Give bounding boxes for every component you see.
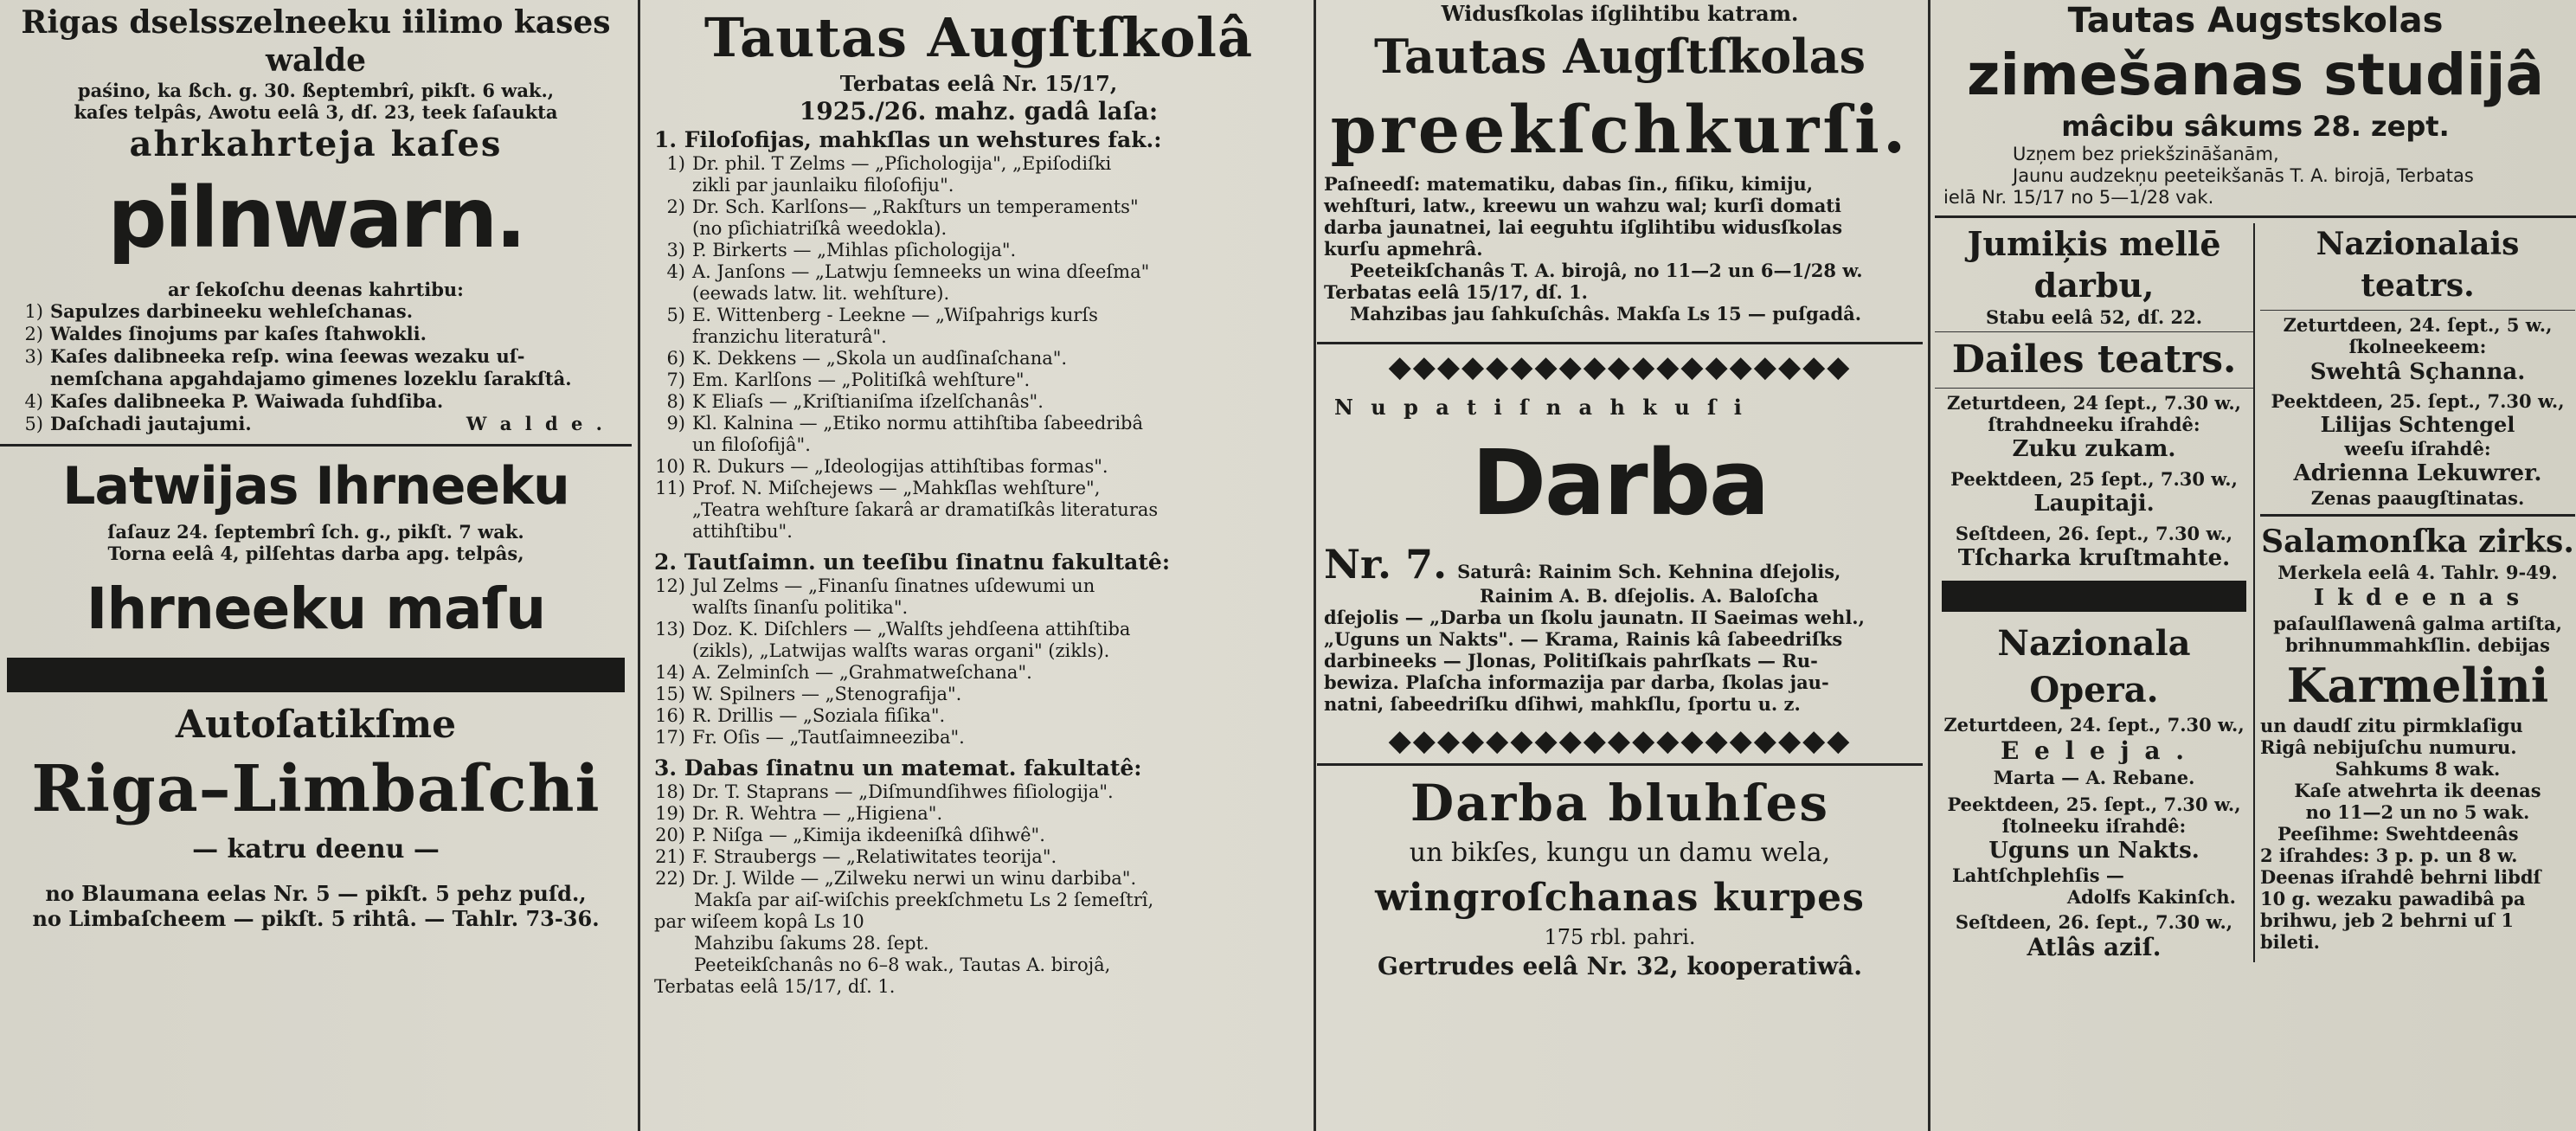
lecture-item: 19) Dr. R. Wehtra — „Higiena". <box>655 803 943 824</box>
bluhses-heading: Darba bluhſes <box>1410 774 1830 832</box>
section-2-heading: 2. Tautſaimn. un teeſibu ſinatnu fakultatê: <box>654 549 1171 575</box>
show-line: paſaulſlawenâ galma artiſta, <box>2273 613 2562 634</box>
opera-heading: Nazionala Opera. <box>1997 623 2191 710</box>
note-line: Peeſihme: Swehtdeenâs <box>2277 823 2519 845</box>
daily-label: — katru deenu — <box>192 834 440 864</box>
show-title: Swehtâ Sçhanna. <box>2309 359 2526 385</box>
rigas-line-1: paśino, ka ßch. g. 30. ßeptembrî, pikſt. 6 wak., <box>77 80 555 101</box>
schedule-line-1: no Blaumana eelas Nr. 5 — pikſt. 5 pehz puſd., <box>45 881 587 906</box>
zim-line: Jaunu audzekņu peeteikšanās T. A. birojā, Terbatas <box>2013 165 2474 186</box>
show-line: Kaſe atwehrta ik deenas <box>2294 780 2541 801</box>
show-title: Adrienna Lekuwrer. <box>2293 460 2542 486</box>
lecture-item: 16) R. Drillis — „Soziala fiſika". <box>655 705 946 726</box>
pilnwarn-heading: pilnwarn. <box>107 170 524 267</box>
show-title: Laupitaji. <box>2033 491 2155 517</box>
divider <box>1935 215 2576 218</box>
ad-column-1 <box>0 0 632 1131</box>
divider <box>2260 310 2575 311</box>
show-title: Atlâs aziſ. <box>2027 933 2162 961</box>
show-line: Zeturtdeen, 24. ſept., 5 w., <box>2283 314 2553 336</box>
lecture-item: (no pſichiatriſkâ weedokla). <box>692 218 948 239</box>
pilnwarn-block <box>0 166 632 270</box>
section-1-heading: 1. Filoſofijas, mahkſlas un wehstures fak.: <box>654 127 1162 152</box>
lecture-item: 17) Fr. Oſis — „Tautſaimneeziba". <box>655 727 965 748</box>
show-title: I k d e e n a s <box>2313 585 2522 611</box>
lecture-item: 11) Prof. N. Miſchejews — „Mahkſlas wehſture", <box>655 478 1101 498</box>
show-line: Lahtſchplehſis — <box>1952 864 2124 886</box>
col3-top-line: Widusſkolas iſglihtibu katram. <box>1441 1 1799 26</box>
lecture-item: 4) A. Janſons — „Latwju ſemneeks un wina dſeeſma" <box>666 261 1150 282</box>
darba-jaunatne-block <box>1317 422 1923 543</box>
tautas-year: 1925./26. mahz. gadâ laſa: <box>799 97 1159 125</box>
saturs-line: dſejolis — „Darba un ſkolu jaunatn. II Saeimas wehl., <box>1324 607 1865 628</box>
ad-column-4 <box>1935 0 2576 1131</box>
saturs-block <box>1317 543 1923 715</box>
lecture-item: (zikls), „Latwijas walſts waras organi" (zikls). <box>692 640 1110 661</box>
column-rule <box>638 0 640 1131</box>
latvijas-block <box>0 452 632 521</box>
preek-addr: Terbatas eelâ 15/17, dſ. 1. <box>1324 281 1588 303</box>
body-line: Paſneedſ: matematiku, dabas ſin., fiſiku, kimiju, <box>1324 173 1814 195</box>
saturs-line: bewiza. Plaſcha informazija par darba, ſkolas jau- <box>1324 672 1829 693</box>
jumikis-address: Stabu eelâ 52, dſ. 22. <box>1985 306 2203 328</box>
rigas-line-2: kaſes telpâs, Awotu eelâ 3, dſ. 23, teek ſaſaukta <box>74 101 558 123</box>
ahrkahrteja-heading: ahrkahrteja kaſes <box>129 124 503 164</box>
lecture-item: 21) F. Straubergs — „Relatiwitates teorija". <box>655 846 1057 867</box>
lecture-item: walſts ſinanſu politika". <box>692 597 909 618</box>
agenda-item: 3) Kaſes dalibneeka reſp. wina ſeewas wezaku uſ- <box>24 345 525 367</box>
tautas-title: Tautas Augſtſkolâ <box>703 6 1254 69</box>
preek-reg: Peeteikſchanâs T. A. birojâ, no 11—2 un 6—1/28 w. <box>1350 260 1863 281</box>
zim-line: ielā Nr. 15/17 no 5—1/28 vak. <box>1943 187 2214 208</box>
body-line: wehſturi, latw., kreewu un wahzu wal; kurſi domati <box>1324 195 1841 216</box>
fee-line-1: Makſa par aiſ-wiſchis preekſchmetu Ls 2 ſemeſtrî, <box>694 890 1154 910</box>
lecture-item: 15) W. Spilners — „Stenografija". <box>655 684 962 704</box>
zim-title-3: mâcibu sâkums 28. zept. <box>2061 110 2450 143</box>
ad-column-2 <box>646 0 1312 1131</box>
lecture-item: 22) Dr. J. Wilde — „Zilweku nerwi un winu darbiba". <box>655 868 1137 889</box>
section-1-list <box>646 153 1312 543</box>
agenda-item: 4) Kaſes dalibneeka P. Waiwada ſuhdſiba. <box>24 390 444 412</box>
salamonska-heading: Salamonſka zirks. <box>2261 524 2574 560</box>
column-rule <box>1314 0 1316 1131</box>
lecture-item: 5) E. Wittenberg - Leekne — „Wiſpahrigs kurſs <box>666 305 1098 325</box>
show-line: no 11—2 un no 5 wak. <box>2305 801 2530 823</box>
reg-line-2: Terbatas eelâ 15/17, dſ. 1. <box>654 976 896 997</box>
lecture-item: 13) Doz. K. Diſchlers — „Walſts jehdſeena attihſtiba <box>655 619 1131 639</box>
lecture-item: 12) Jul Zelms — „Finanſu ſinatnes uſdewumi un <box>655 575 1095 596</box>
schedule-line-2: no Limbaſcheem — pikſt. 5 rihtâ. — Tahlr. 73-36. <box>32 906 600 931</box>
preek-start: Mahzibas jau ſahkuſchâs. Makſa Ls 15 — puſgadâ. <box>1350 303 1862 325</box>
black-rule <box>7 658 625 692</box>
divider <box>0 444 632 447</box>
show-line: Zenas paaugſtinatas. <box>2310 487 2525 509</box>
show-line: Sahkums 8 wak. <box>2335 758 2501 780</box>
show-line: Peektdeen, 25. ſept., 7.30 w., <box>1947 794 2241 815</box>
nazionalais-heading: Nazionalais teatrs. <box>2316 226 2520 304</box>
lecture-item: 6) K. Dekkens — „Skola un audſinaſchana". <box>666 348 1068 369</box>
show-line: brihnummahkſlin. debijas <box>2284 634 2550 656</box>
zim-title-2: zimešanas studijâ <box>1966 42 2545 108</box>
lecture-item: un filoſofijâ". <box>692 434 811 455</box>
show-title: Tſcharka kruſtmahte. <box>1957 545 2231 571</box>
ihrneeku-block <box>0 569 632 649</box>
nupat-line: N u p a t i ſ n a h k u ſ i <box>1334 395 1747 420</box>
agenda-heading: ar ſekoſchu deenas kahrtibu: <box>168 279 464 300</box>
lecture-item: 7) Em. Karlſons — „Politiſkâ wehſture". <box>666 370 1031 390</box>
saturs-line: natni, ſabeedriſku dſihwi, mahkſlu, ſportu u. z. <box>1324 693 1801 715</box>
col4-left <box>1935 223 2255 962</box>
show-line: Peektdeen, 25 ſept., 7.30 w., <box>1950 468 2238 490</box>
section-3-list <box>646 781 1312 890</box>
col4-right <box>2255 223 2575 962</box>
divider <box>1317 342 1923 344</box>
show-line: ſkolneekeem: <box>2348 336 2487 357</box>
lecture-item: „Teatra wehſture ſakarâ ar dramatiſkâs literaturas <box>692 499 1159 520</box>
lecture-item: franzichu literaturâ". <box>692 326 887 347</box>
show-line: Seſtdeen, 26. ſept., 7.30 w., <box>1955 911 2233 933</box>
note-line: Deenas iſrahdê behrni libdſ <box>2260 866 2541 888</box>
lecture-item: zikli par jaunlaiku filoſofiju". <box>692 175 954 196</box>
reg-line-1: Peeteikſchanâs no 6–8 wak., Tautas A. birojâ, <box>694 954 1111 975</box>
fee-line-2: par wiſeem kopâ Ls 10 <box>654 911 864 932</box>
start-line: Mahzibu ſakums 28. ſept. <box>694 933 929 954</box>
show-line: Adolfs Kakinſch. <box>2066 886 2236 908</box>
latvijas-line-1: ſaſauz 24. ſeptembrî ſch. g., pikſt. 7 wak. <box>107 521 524 543</box>
show-line: Zeturtdeen, 24. ſept., 7.30 w., <box>1943 714 2245 736</box>
show-title: Zuku zukam. <box>2012 436 2176 462</box>
body-line: kurſu apmehrâ. <box>1324 238 1483 260</box>
lecture-item: 8) K Eliaſs — „Kriſtianiſma iſzelſchanâs". <box>666 391 1044 412</box>
preek-body <box>1317 173 1923 325</box>
issue-number: Nr. 7. <box>1324 541 1448 588</box>
divider <box>2260 514 2575 517</box>
saturs-line: darbineeks — Jlonas, Politiſkais pahrſkats — Ru- <box>1324 650 1818 672</box>
lecture-item: 14) A. Zelminſch — „Grahmatweſchana". <box>655 662 1032 683</box>
diamond-border: ◆◆◆◆◆◆◆◆◆◆◆◆◆◆◆◆◆◆◆ <box>1388 350 1852 384</box>
salamonska-address: Merkela eelâ 4. Tahlr. 9-49. <box>2277 562 2558 583</box>
price-line: 175 rbl. pahri. <box>1544 925 1696 949</box>
latvijas-heading: Latwijas Ihrneeku <box>62 456 569 517</box>
ihrneeku-heading: Ihrneeku maſu <box>86 575 546 642</box>
note-line: 2 iſrahdes: 3 p. p. un 8 w. <box>2260 845 2518 866</box>
divider <box>1317 763 1923 766</box>
darba-jaunatne-heading: Darba <box>1471 430 1769 536</box>
tautas-address: Terbatas eelâ Nr. 15/17, <box>839 71 1118 96</box>
lecture-item: 3) P. Birkerts — „Mihlas pſichologija". <box>666 240 1017 260</box>
agenda-item: 1) Sapulzes darbineeku wehleſchanas. <box>24 300 414 322</box>
show-line: Zeturtdeen, 24 ſept., 7.30 w., <box>1946 392 2241 414</box>
note-line: 10 g. wezaku pawadibâ pa <box>2260 888 2526 909</box>
lecture-item: (eewads latw. lit. wehſture). <box>692 283 950 304</box>
section-3-heading: 3. Dabas ſinatnu un matemat. fakultatê: <box>654 755 1142 781</box>
lecture-item: 9) Kl. Kalnina — „Etiko normu attihſtiba ſabeedribâ <box>666 413 1144 434</box>
gertrudes-line: Gertrudes eelâ Nr. 32, kooperatiwâ. <box>1378 952 1862 980</box>
lecture-item: 2) Dr. Sch. Karlſons— „Rakſturs un temperaments" <box>666 196 1139 217</box>
zim-title-1: Tautas Augstskolas <box>2067 1 2444 41</box>
lecture-item: 20) P. Niſga — „Kimija ikdeeniſkâ dſihwê". <box>655 825 1045 845</box>
lecture-item: 18) Dr. T. Staprans — „Diſmundſihwes fiſiologija". <box>655 781 1114 802</box>
walde-signature: W a l d e . <box>466 413 606 434</box>
black-rule <box>1942 581 2246 612</box>
saturs-line: Saturâ: Rainim Sch. Kehnina dſejolis, <box>1457 561 1841 582</box>
col4-subcolumns <box>1935 223 2576 962</box>
agenda-item: nemſchana apgahdajamo gimenes lozeklu ſarakſtâ. <box>50 368 572 389</box>
show-line: un daudſ zitu pirmklaſigu <box>2260 715 2523 736</box>
saturs-first-line <box>1324 541 1916 588</box>
note-line: brihwu, jeb 2 behrni uſ 1 <box>2260 909 2514 931</box>
auto-heading: Autoſatikſme <box>175 703 457 747</box>
agenda-item: 2) Waldes ſinojums par kaſes ſtahwokli. <box>24 323 427 344</box>
body-line: darba jaunatnei, lai eeguhtu iſglihtibu widusſkolas <box>1324 216 1843 238</box>
riga-limbaschi-heading: Riga–Limbaſchi <box>31 752 601 826</box>
jumikis-heading: Jumiķis mellē darbu, <box>1967 224 2221 305</box>
show-line: Marta — A. Rebane. <box>1993 767 2195 788</box>
show-line: Rigâ nebijuſchu numuru. <box>2260 736 2517 758</box>
lecture-item: attihſtibu". <box>692 521 793 542</box>
latvijas-line-2: Torna eelâ 4, pilſehtas darba apg. telpâs, <box>107 543 524 564</box>
agenda-item: 5) Daſchadi jautajumi. W a l d e . <box>24 413 606 434</box>
zim-line: Uzņem bez priekšzināšanām, <box>2013 144 2279 164</box>
show-title: Uguns un Nakts. <box>1988 838 2200 864</box>
show-title: E e l e j a . <box>2000 736 2188 765</box>
wingr-heading: wingroſchanas kurpes <box>1375 876 1865 920</box>
show-line: ſtolneeku iſrahdê: <box>2001 815 2187 837</box>
diamond-border: ◆◆◆◆◆◆◆◆◆◆◆◆◆◆◆◆◆◆◆ <box>1388 723 1852 758</box>
bikses-line: un bikſes, kungu un damu wela, <box>1409 838 1831 868</box>
show-line: Seſtdeen, 26. ſept., 7.30 w., <box>1955 523 2233 544</box>
column-rule <box>1928 0 1930 1131</box>
ad-column-3 <box>1317 0 1923 1131</box>
saturs-line: Rainim A. B. dſejolis. A. Baloſcha <box>1480 585 1819 607</box>
lecture-item: 10) R. Dukurs — „Ideologijas attihſtibas formas". <box>655 456 1108 477</box>
show-line: weeſu iſrahdê: <box>2344 438 2491 459</box>
preek-title-1: Tautas Augſtſkolas <box>1373 29 1866 84</box>
agenda-list <box>0 300 632 435</box>
show-line: Peektdeen, 25. ſept., 7.30 w., <box>2271 390 2565 412</box>
show-line: Lilijas Schtengel <box>2320 412 2515 437</box>
divider <box>1935 331 2253 332</box>
divider <box>1935 388 2253 389</box>
section-2-list <box>646 575 1312 749</box>
lecture-item: 1) Dr. phil. T Zelms — „Pſichologija", „Epiſodiſki <box>666 153 1112 174</box>
saturs-line: „Uguns un Nakts". — Krama, Rainis kâ ſabeedriſks <box>1324 628 1843 650</box>
karmelini-heading: Karmelini <box>2286 658 2549 713</box>
note-line: bileti. <box>2260 931 2320 953</box>
rigas-title: Rigas dselsszelneeku iilimo kases walde <box>21 4 611 79</box>
show-line: ſtrahdneeku iſrahdê: <box>1988 414 2200 435</box>
dailes-heading: Dailes teatrs. <box>1951 337 2237 382</box>
preek-title-2: preekſchkurſi. <box>1330 91 1910 168</box>
